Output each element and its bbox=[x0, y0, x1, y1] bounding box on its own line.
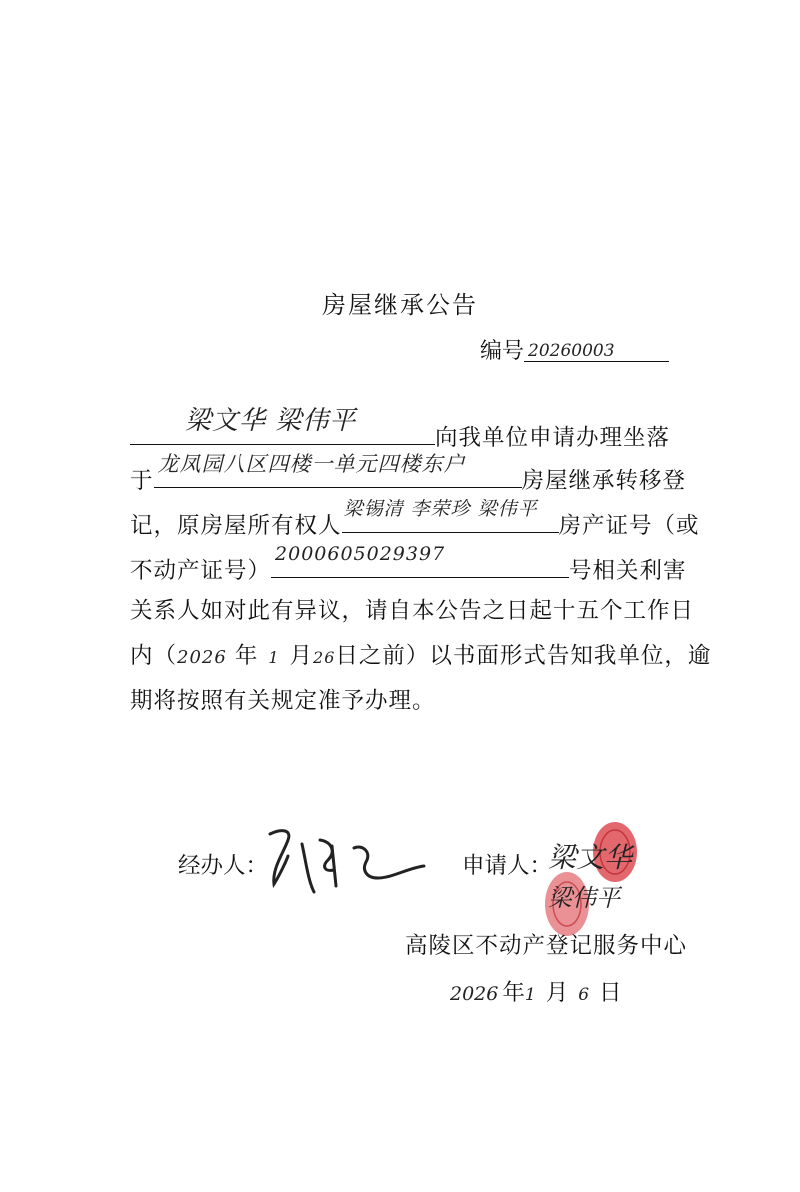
document-number bbox=[480, 333, 669, 365]
cert-handwriting: 2000605029397 bbox=[275, 543, 446, 565]
number-value: 20260003 bbox=[528, 341, 615, 361]
handler-signature-drawing bbox=[262, 822, 432, 902]
body-line7: 期将按照有关规定准予办理。 bbox=[130, 688, 436, 714]
body-line2-prefix: 于 bbox=[130, 468, 154, 494]
issue-day-char: 日 bbox=[599, 980, 622, 1006]
handler-signature bbox=[262, 822, 432, 902]
location-handwriting: 龙凤园八区四楼一单元四楼东户 bbox=[157, 452, 466, 476]
announcement-title: 房屋继承公告 bbox=[322, 291, 478, 319]
body-line4-prefix: 不动产证号） bbox=[130, 558, 272, 584]
applicant-label: 申请人： bbox=[462, 853, 553, 879]
deadline-year-char: 年 bbox=[234, 643, 259, 669]
handler-label: 经办人： bbox=[178, 853, 269, 879]
issue-year: 2026 bbox=[450, 983, 499, 1005]
issue-year-char: 年 bbox=[502, 980, 525, 1006]
issue-month-char: 月 bbox=[545, 980, 569, 1006]
handler-block bbox=[178, 848, 268, 880]
body-line2-suffix: 房屋继承转移登 bbox=[521, 468, 687, 494]
cert-blank bbox=[271, 545, 569, 578]
body-line5: 关系人如对此有异议，请自本公告之日起十五个工作日 bbox=[130, 598, 695, 624]
location-blank bbox=[154, 452, 522, 488]
deadline-year: 2026 bbox=[177, 647, 227, 668]
owners-blank bbox=[342, 500, 559, 533]
deadline-month-char: 月 bbox=[289, 643, 314, 669]
body-line6-suffix: 日之前）以书面形式告知我单位，逾 bbox=[335, 643, 712, 669]
issuing-office: 高陵区不动产登记服务中心 bbox=[405, 933, 688, 959]
body-line3-suffix: 房产证号（或 bbox=[558, 513, 700, 539]
issue-date bbox=[428, 975, 622, 1007]
applicants-blank bbox=[130, 406, 435, 445]
body-line3-prefix: 记，原房屋所有权人 bbox=[130, 513, 342, 539]
applicants-handwriting: 梁文华 梁伟平 bbox=[185, 406, 357, 436]
owners-handwriting: 梁锡清 李荣珍 梁伟平 bbox=[343, 498, 538, 520]
body-line4-suffix: 号相关利害 bbox=[569, 558, 687, 584]
deadline-day: 26 bbox=[313, 648, 336, 667]
number-label: 编号 bbox=[480, 339, 525, 364]
deadline-month: 1 bbox=[268, 648, 280, 667]
body-line1: 向我单位申请办理坐落 bbox=[435, 425, 671, 451]
number-blank bbox=[524, 337, 669, 362]
announcement-body bbox=[130, 406, 712, 714]
applicant-signature-1: 梁文华 bbox=[548, 841, 633, 874]
issue-day: 6 bbox=[578, 985, 590, 1005]
body-line6-prefix: 内（ bbox=[130, 643, 178, 669]
issue-month: 1 bbox=[524, 985, 536, 1005]
applicant-signature-2: 梁伟平 bbox=[548, 884, 620, 912]
